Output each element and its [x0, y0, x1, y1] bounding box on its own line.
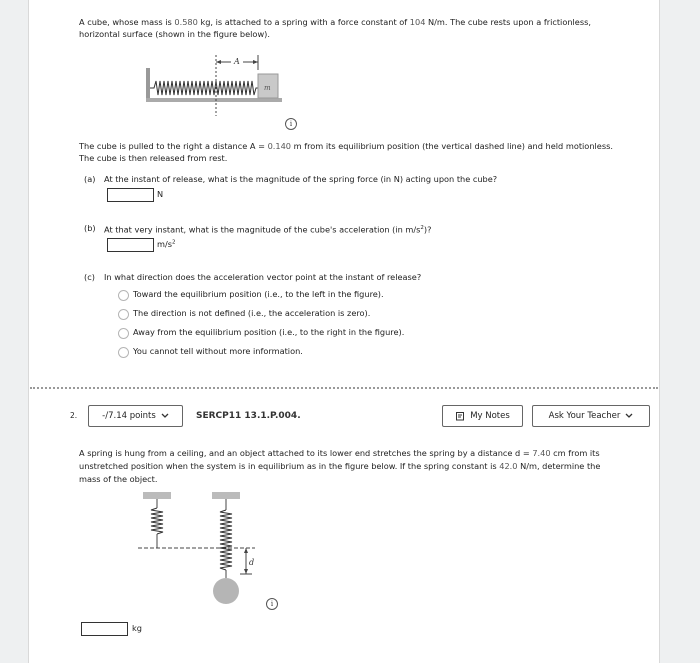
option-1-label: Toward the equilibrium position (i.e., to the left in the figure). — [133, 289, 384, 299]
part-b-answer-input[interactable] — [107, 238, 154, 252]
option-3-label: Away from the equilibrium position (i.e., to the right in the figure). — [133, 327, 405, 337]
wall — [146, 68, 150, 100]
option-4-label: You cannot tell without more information. — [133, 346, 303, 356]
amplitude-label: A — [234, 57, 240, 66]
question-number: 2. — [70, 411, 78, 420]
points-label: -/7.14 points — [102, 411, 156, 421]
problem2-text-line2: unstretched position when the system is in equilibrium as in the figure below. If the spring constant is 42.0 N/m, determine the — [79, 461, 601, 471]
part-b-unit: $m/s^2$ — [157, 239, 176, 249]
problem1-intro-line2: horizontal surface (shown in the figure below). — [79, 29, 270, 39]
problem2-text-line3: mass of the object. — [79, 474, 158, 484]
problem1-desc-line2: The cube is then released from rest. — [79, 153, 228, 163]
my-notes-button[interactable]: My Notes — [442, 405, 523, 427]
chevron-down-icon — [161, 413, 169, 419]
notes-icon — [455, 411, 465, 421]
part-a-label: (a) — [84, 174, 96, 184]
ceiling-right — [212, 492, 240, 499]
unstretched-spring — [151, 508, 163, 534]
part-a-unit: N — [157, 189, 164, 199]
question-separator — [30, 387, 658, 389]
spring-coil — [150, 81, 258, 95]
problem-code: SERCP11 13.1.P.004. — [196, 411, 301, 421]
problem2-text-line1: A spring is hung from a ceiling, and an object attached to its lower end stretches the spring by a distance d = 7.40 cm from its — [79, 448, 600, 458]
part-a-answer-input[interactable] — [107, 188, 154, 202]
chevron-down-icon — [625, 413, 633, 419]
radio-option-1[interactable] — [118, 290, 129, 301]
info-icon[interactable]: i — [266, 598, 278, 610]
spring-cube-figure — [140, 50, 290, 120]
d-value: 7.40 — [532, 448, 551, 458]
floor-surface — [146, 98, 282, 102]
problem1-intro-line1: A cube, whose mass is 0.580 kg, is attached to a spring with a force constant of 104 N/m. The cube rests upon a frictionless, — [79, 17, 591, 27]
mass-answer-input[interactable] — [81, 622, 128, 636]
mass-unit: kg — [132, 623, 142, 633]
radio-option-2[interactable] — [118, 309, 129, 320]
radio-option-3[interactable] — [118, 328, 129, 339]
ask-your-teacher-button[interactable]: Ask Your Teacher — [532, 405, 650, 427]
cube-mass-label: m — [264, 84, 271, 92]
k2-value: 42.0 — [499, 461, 518, 471]
problem1-desc-line1: The cube is pulled to the right a distance A = 0.140 m from its equilibrium position (the vertical dashed line) and held motionless. — [79, 141, 613, 151]
part-b-question: At that very instant, what is the magnitude of the cube's acceleration (in $m/s^2$)? — [104, 224, 432, 235]
ceiling-left — [143, 492, 171, 499]
radio-option-4[interactable] — [118, 347, 129, 358]
part-b-label: (b) — [84, 223, 96, 233]
hanging-spring-figure — [130, 490, 260, 605]
option-2-label: The direction is not defined (i.e., the acceleration is zero). — [133, 308, 371, 318]
distance-value: 0.140 — [267, 141, 292, 151]
force-constant-value: 104 — [409, 17, 426, 27]
part-c-label: (c) — [84, 272, 95, 282]
part-c-question: In what direction does the acceleration vector point at the instant of release? — [104, 272, 422, 282]
d-label: d — [249, 558, 255, 567]
stretched-spring — [220, 510, 232, 570]
points-dropdown[interactable] — [88, 405, 183, 427]
mass-value: 0.580 — [174, 17, 198, 27]
part-a-question: At the instant of release, what is the magnitude of the spring force (in N) acting upon the cube? — [104, 174, 498, 184]
info-icon[interactable]: i — [285, 118, 297, 130]
hanging-mass — [213, 578, 239, 604]
